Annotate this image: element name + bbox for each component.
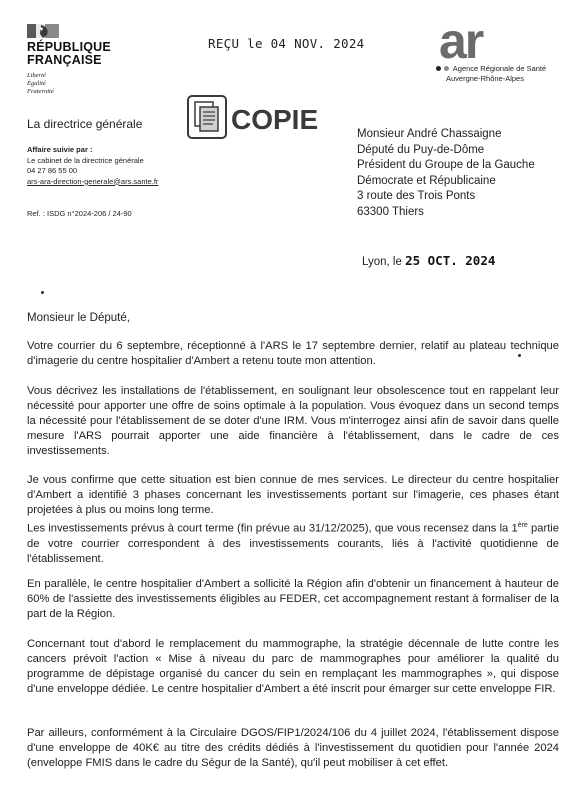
sender-email-link[interactable]: ars-ara-direction-generale@ars.sante.fr <box>27 176 159 186</box>
followed-by-block <box>27 145 158 187</box>
paragraph-3 <box>27 473 559 567</box>
recipient-line: Démocrate et Républicaine <box>357 174 496 187</box>
motto-egalite: Égalité <box>27 80 46 87</box>
paragraph-text: En parallèle, le centre hospitalier d'Ambert a sollicité la Région afin d'obtenir un financement à hauteur de 60% de l'assiette des investissements éligibles au FEDER, cet accompagnement restant à formaliser de la part de la Région. <box>27 578 559 620</box>
paragraph-text: Vous décrivez les installations de l'établissement, en soulignant leur obsolescence tout en rappelant leur nécessité pour apporter une offre de soins optimale à la population. Vous évoquez dans un second temps la nécessité pour l'établissement de se doter d'une IRM. Vous m'interrogez ainsi afin de savoir dans quelle mesure l'ARS pourrait apporter une aide financière à l'établissement, dans le cadre de ces investissements. <box>27 385 559 457</box>
paragraph-text-part: partie de votre courrier correspondent à des investissements courants, liés à l'activité quotidienne de l'établissement. <box>27 522 560 565</box>
ars-agency-name <box>436 64 546 73</box>
recipient-line: Président du Groupe de la Gauche <box>357 159 535 171</box>
followed-by-label: Affaire suivie par : <box>27 145 93 154</box>
letter-date <box>362 253 495 268</box>
motto-liberte: Liberté <box>27 72 46 79</box>
followed-by-name: Le cabinet de la directrice générale <box>27 155 144 165</box>
paragraph-text: Concernant tout d'abord le remplacement du mammographe, la stratégie décennale de lutte contre les cancers prévoit l'action « Mise à niveau du parc de mammographes pour améliorer la qualité du programme de dépistage organisé du cancer du sein en remplaçant les mammographes », qui dispose d'une enveloppe dédiée. Le centre hospitalier d'Ambert a été inscrit pour émarger sur cette enveloppe FIR. <box>27 638 559 695</box>
date-place: Lyon, le <box>362 256 402 268</box>
ars-region: Auvergne-Rhône-Alpes <box>446 74 524 83</box>
paragraph-1 <box>27 339 559 369</box>
marianne-logo <box>27 22 65 40</box>
recipient-line: 63300 Thiers <box>357 205 424 218</box>
paragraph-text <box>27 518 559 567</box>
francaise-line: FRANÇAISE <box>27 53 102 67</box>
ars-agency-label: Agence Régionale de Santé <box>452 64 547 73</box>
republique-francaise-title <box>27 41 111 67</box>
paragraph-6 <box>27 726 559 771</box>
ars-logo <box>437 18 517 66</box>
ars-dot-icon <box>444 66 449 71</box>
paragraph-4 <box>27 577 559 622</box>
paragraph-5 <box>27 637 559 697</box>
ars-logo-letters: ar <box>439 18 483 66</box>
recipient-line: Député du Puy-de-Dôme <box>357 143 485 156</box>
recipient-line: 3 route des Trois Ponts <box>357 190 476 202</box>
greeting: Monsieur le Député, <box>27 312 130 324</box>
republic-motto <box>27 72 54 96</box>
paragraph-text: Par ailleurs, conformément à la Circulaire DGOS/FIP1/2024/106 du 4 juillet 2024, l'établissement dispose d'une enveloppe de 40K€ au titre des crédits dédiés à l'investissement du quotidien pour l'année 2024 (enveloppe FMIS dans le cadre du Ségur de la Santé), qu'il peut mobiliser à cet effet. <box>27 727 559 769</box>
copie-stamp-text: COPIE <box>231 104 319 135</box>
superscript: ère <box>517 522 528 529</box>
paragraph-text-part: Les investissements prévus à court terme (fin prévue au 31/12/2025), que vous recensez dans la 1 <box>27 522 518 535</box>
ars-dot-icon <box>436 66 441 71</box>
paragraph-2 <box>27 384 559 459</box>
sender-phone: 04 27 86 55 00 <box>27 166 78 175</box>
recipient-address <box>357 127 535 220</box>
received-stamp: REÇU le 04 NOV. 2024 <box>208 36 365 51</box>
date-stamp: 25 OCT. 2024 <box>405 253 496 268</box>
paragraph-text: Je vous confirme que cette situation est bien connue de mes services. Le directeur du centre hospitalier d'Ambert a identifié 3 phases concernant les investissements portant sur l'imagerie, ces phases étant projetées à plus ou moins long terme. <box>27 474 559 516</box>
copie-stamp <box>187 95 322 139</box>
reference-number: Ref. : ISDG n°2024-206 / 24-90 <box>27 209 132 218</box>
republique-line: RÉPUBLIQUE <box>27 40 111 54</box>
motto-fraternite: Fraternité <box>27 88 54 95</box>
paragraph-text: Votre courrier du 6 septembre, réceptionné à l'ARS le 17 septembre dernier, relatif au plateau technique d'imagerie du centre hospitalier d'Ambert a retenu toute mon attention. <box>27 340 559 367</box>
recipient-line: Monsieur André Chassaigne <box>357 128 502 140</box>
punch-mark <box>41 291 44 294</box>
sender-title: La directrice générale <box>27 117 143 131</box>
